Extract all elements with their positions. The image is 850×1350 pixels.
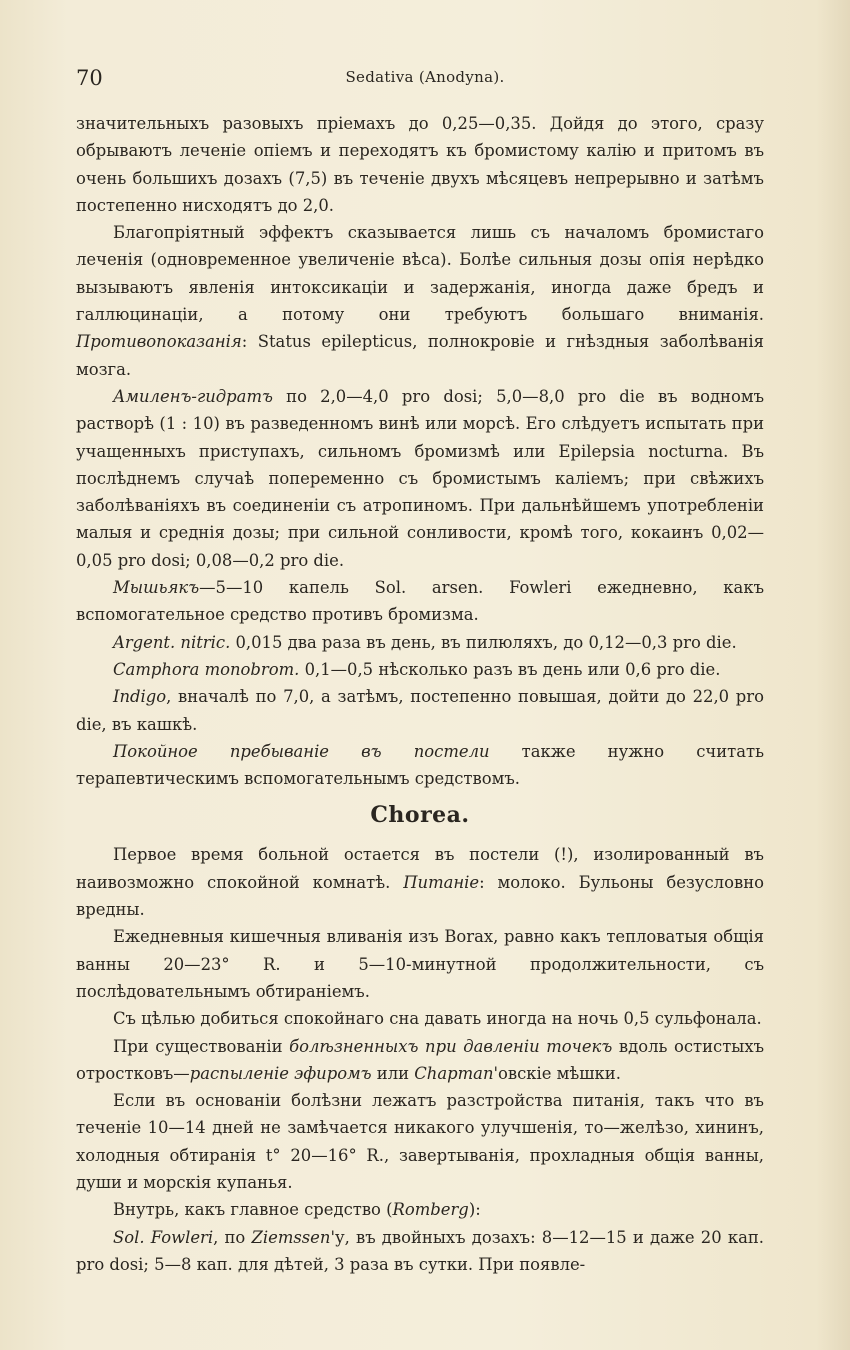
paragraph-chorea-1: Первое время больной остается въ постели (!), изолированный въ наивозможно спокойной комнатѣ. Питаніе: молоко. Бульоны безусловно вредны.	[76, 845, 764, 920]
paragraph-2: Благопріятный эффектъ сказывается лишь съ началомъ бромистаго леченія (одновременное увеличеніе вѣса). Болѣе сильныя дозы опія нерѣдко вызываютъ явленія интоксикаціи и задержанія, иногда даже бредъ и галлюцинаціи, а потому они требуютъ большаго вниманія. Противопоказанія: Status epilepticus, полнокровіе и гнѣздныя заболѣванія мозга.	[76, 223, 764, 379]
paragraph-indigo: Indigo, вначалѣ по 7,0, а затѣмъ, постепенно повышая, дойти до 22,0 pro die, въ кашкѣ.	[76, 687, 764, 734]
paragraph-1: значительныхъ разовыхъ пріемахъ до 0,25—0,35. Дойдя до этого, сразу обрываютъ леченіе опіемъ и переходятъ къ бромистому калію и притомъ въ очень большихъ дозахъ (7,5) въ теченіе двухъ мѣсяцевъ непрерывно и затѣмъ постепенно нисходятъ до 2,0.	[76, 114, 764, 215]
paragraph-argent-nitric: Argent. nitric. 0,015 два раза въ день, въ пилюляхъ, до 0,12—0,3 pro die.	[113, 632, 737, 652]
running-head: Sedativa (Anodyna).	[345, 68, 505, 86]
paragraph-amylene-hydrate: Амиленъ-гидратъ по 2,0—4,0 pro dosi; 5,0—8,0 pro die въ водномъ растворѣ (1 : 10) въ разведенномъ винѣ или морсѣ. Его слѣдуетъ испытать при учащенныхъ приступахъ, сильномъ бромизмѣ или Epilepsia nocturna. Въ послѣднемъ случаѣ попеременно съ бромистымъ каліемъ; при свѣжихъ заболѣваніяхъ въ соединеніи съ атропиномъ. При дальнѣйшемъ употребленіи малыя и среднія дозы; при сильной сонливости, кромѣ того, кокаинъ 0,02—0,05 pro dosi; 0,08—0,2 pro die.	[76, 386, 764, 570]
paragraph-chorea-3: Съ цѣлью добиться спокойнаго сна давать иногда на ночь 0,5 сульфонала.	[113, 1009, 762, 1029]
paragraph-chorea-2: Ежедневныя кишечныя вливанія изъ Borax, равно какъ тепловатыя общія ванны 20—23° R. и 5—10-минутной продолжительности, съ послѣдовательнымъ обтираніемъ.	[76, 927, 764, 1001]
paragraph-arsenic: Мышьякъ—5—10 капель Sol. arsen. Fowleri ежедневно, какъ вспомогательное средство противъ бромизма.	[76, 578, 764, 625]
paragraph-chorea-4: При существованіи болѣзненныхъ при давленіи точекъ вдоль остистыхъ отростковъ—распыленіе эфиромъ или Chapman'овскіе мѣшки.	[76, 1036, 765, 1083]
section-heading-chorea: Chorea.	[370, 802, 470, 829]
paragraph-camphora: Camphora monobrom. 0,1—0,5 нѣсколько разъ въ день или 0,6 pro die.	[113, 659, 721, 679]
paragraph-chorea-6: Внутрь, какъ главное средство (Romberg):	[113, 1200, 481, 1220]
body-text	[76, 110, 764, 1278]
paragraph-chorea-5: Если въ основаніи болѣзни лежатъ разстройства питанія, такъ что въ теченіе 10—14 дней не замѣчается никакого улучшенія, то—желѣзо, хининъ, холодныя обтиранія t° 20—16° R., завертыванія, прохладныя общія ванны, души и морскія купанья.	[76, 1091, 764, 1192]
paragraph-bed-rest: Покойное пребываніе въ постели также нужно считать терапевтическимъ вспомогательнымъ средствомъ.	[76, 741, 764, 789]
paragraph-chorea-7: Sol. Fowleri, по Ziemssen'у, въ двойныхъ дозахъ: 8—12—15 и даже 20 кап. pro dosi; 5—8 кап. для дѣтей, 3 раза въ сутки. При появле-	[76, 1227, 764, 1274]
page-number: 70	[76, 66, 103, 90]
